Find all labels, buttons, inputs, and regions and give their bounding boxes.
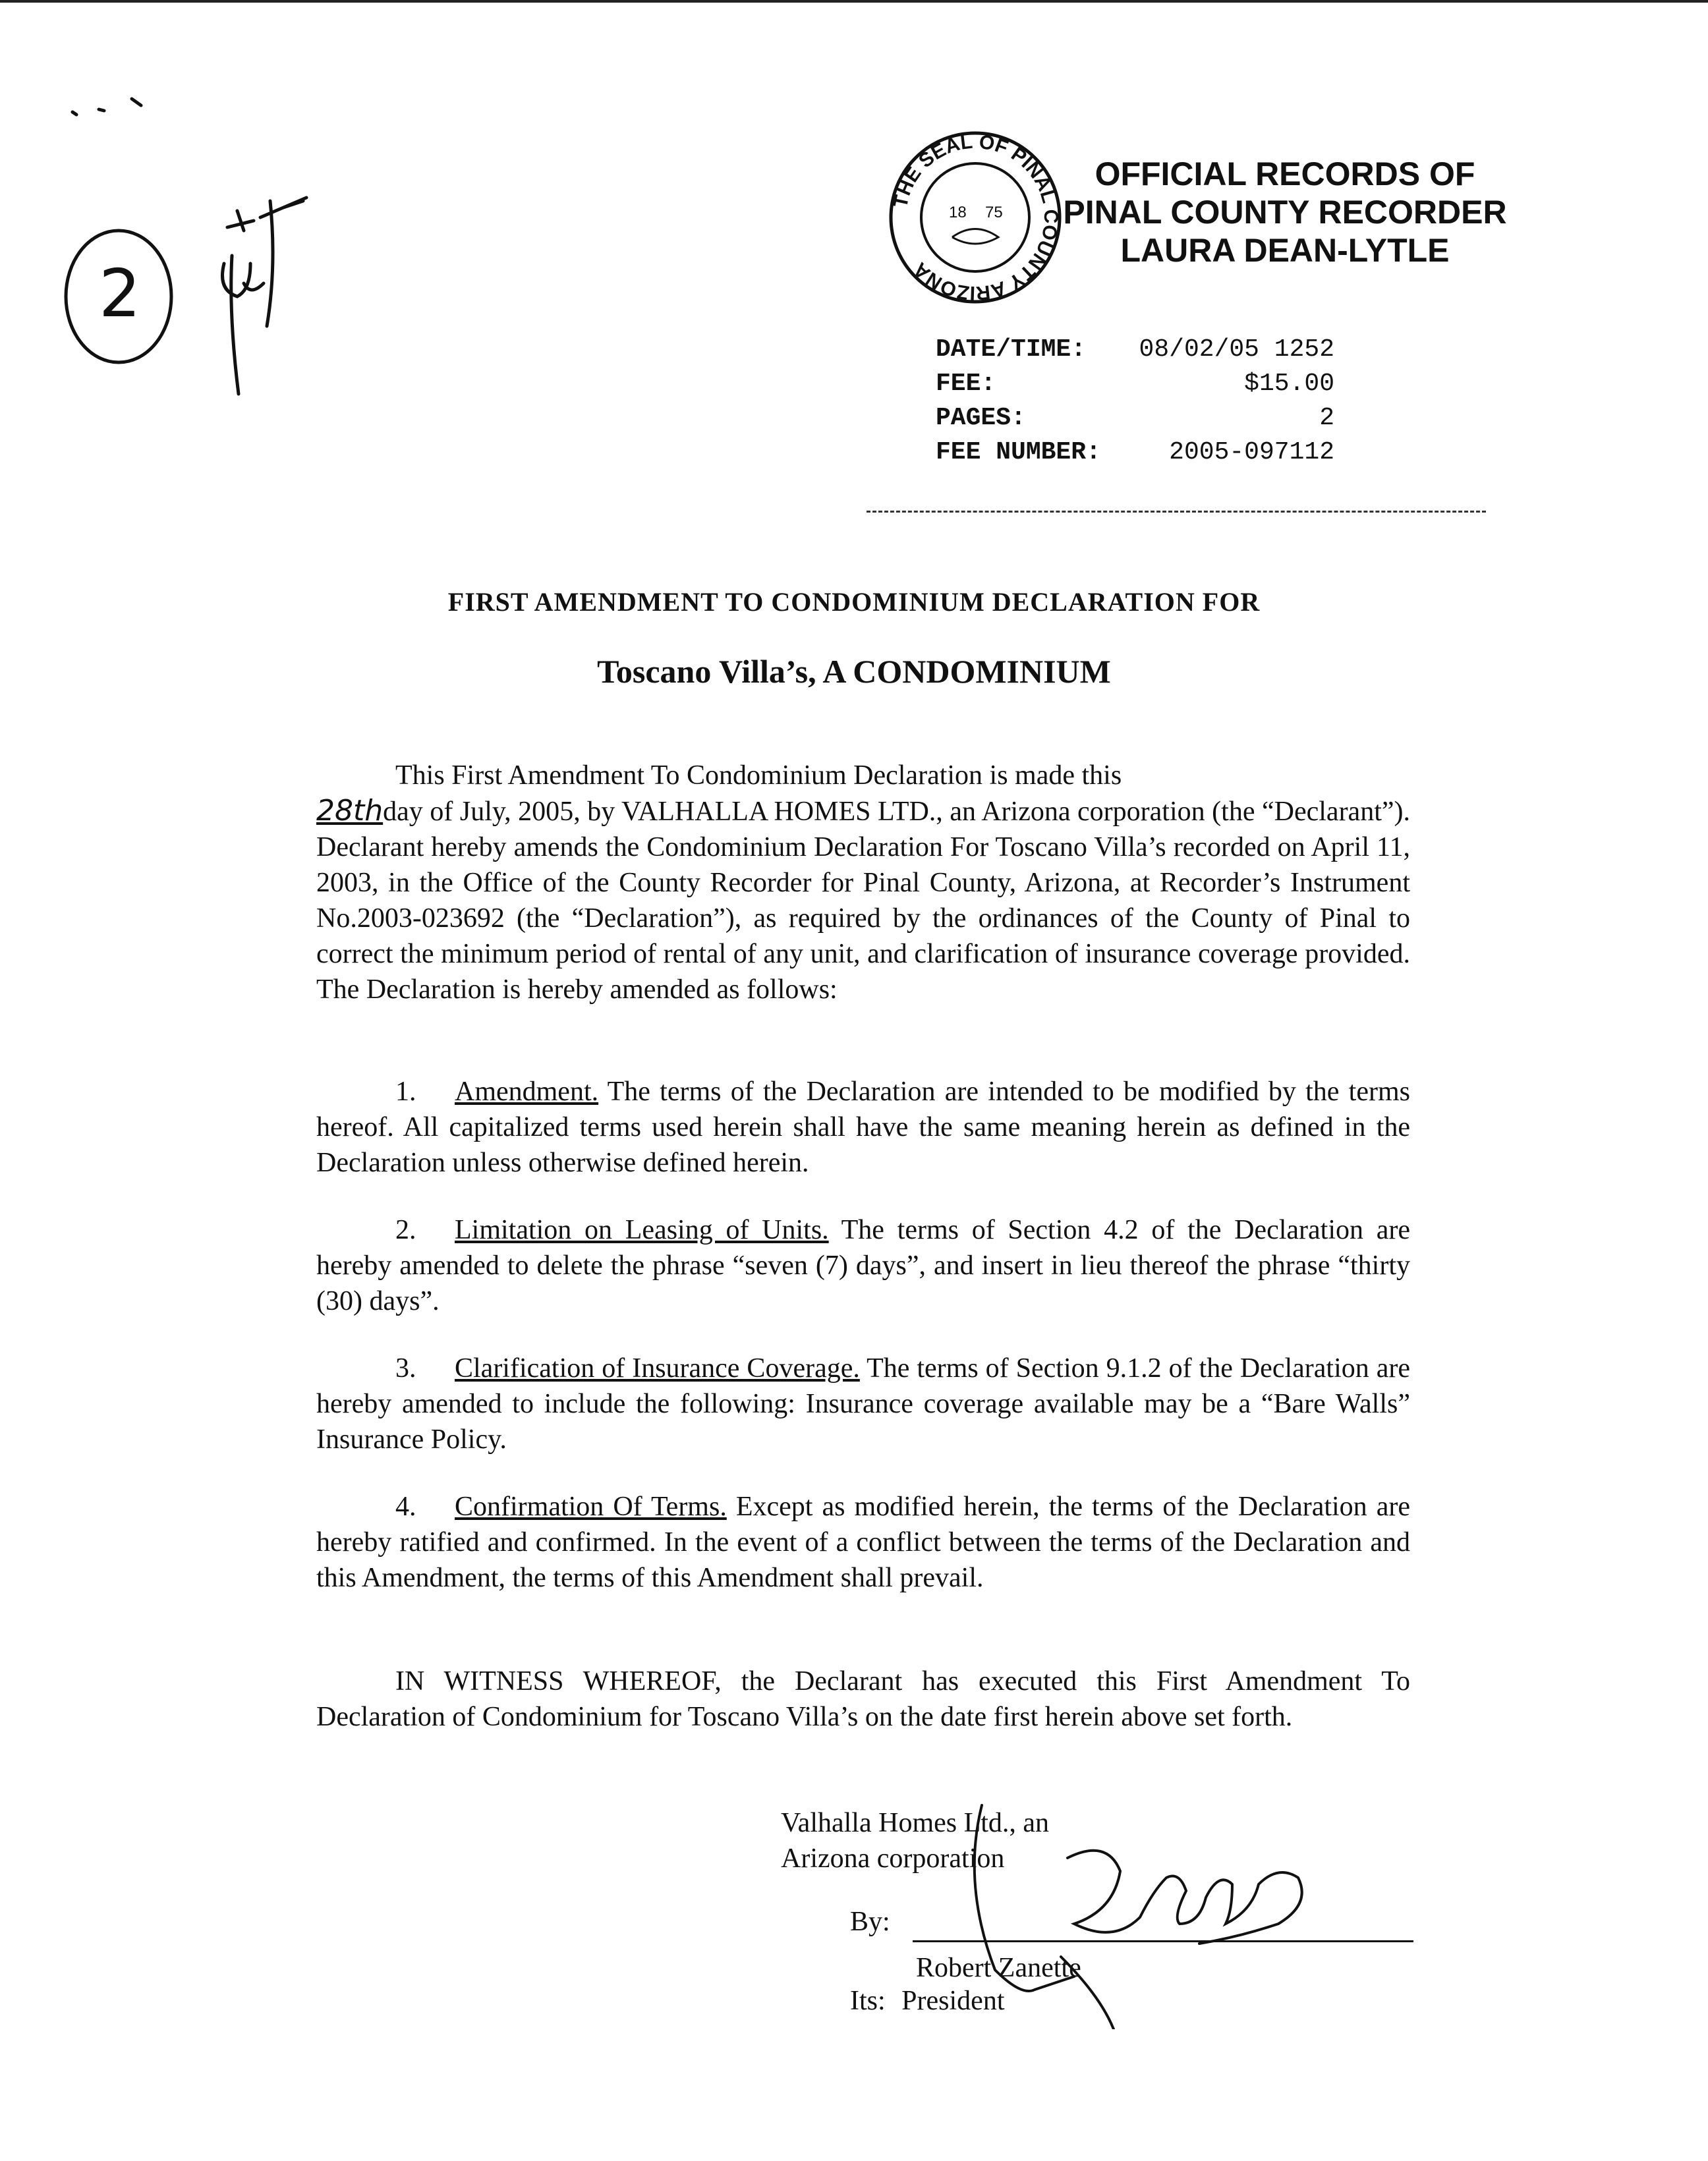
item-text: The terms of the Declaration are intended to be modified by the terms hereof. All capitalized terms used herein shall have the same meaning herein as defined in the Declaration unless otherwise defined herein.: [316, 1077, 1410, 1178]
its-label: Its:: [850, 1986, 886, 2016]
item-heading: Amendment.: [455, 1077, 599, 1107]
intro-paragraph: [316, 758, 1410, 1007]
list-item: [316, 1489, 1410, 1596]
list-item: [316, 1074, 1410, 1181]
handwritten-signature: [942, 1792, 1351, 2029]
item-number: 1.: [395, 1077, 416, 1107]
seal-ring-text: THE SEAL OF PINAL COUNTY ARIZONA: [890, 130, 1062, 304]
recording-label: PAGES:: [936, 404, 1026, 432]
seal-year-right: 75: [985, 204, 1003, 221]
list-item: [316, 1351, 1410, 1457]
witness-text: IN WITNESS WHEREOF, the Declarant has executed this First Amendment To Declaration of Condominium for Toscano Villa’s on the date first herein above set forth.: [316, 1666, 1410, 1732]
handwritten-circled-number: 2: [99, 255, 141, 332]
company-line1: Valhalla Homes Ltd., an: [781, 1808, 1050, 1838]
recorder-line2: PINAL COUNTY RECORDER: [1063, 194, 1507, 231]
recorder-line1: OFFICIAL RECORDS OF: [1095, 155, 1475, 192]
item-number: 2.: [395, 1215, 416, 1245]
by-label: By:: [850, 1907, 890, 1937]
item-number: 3.: [395, 1353, 416, 1384]
item-heading: Clarification of Insurance Coverage.: [455, 1353, 860, 1384]
separator-dashed: [867, 511, 1486, 513]
item-heading: Limitation on Leasing of Units.: [455, 1215, 829, 1245]
recording-value: $15.00: [1244, 370, 1334, 398]
intro-text-b: day of July, 2005, by VALHALLA HOMES LTD., an Arizona corporation (the “Declarant”). Declarant hereby amends the Condominium Declaration For Toscano Villa’s recorded on April 11, 2003, in the Office of the County Recorder for Pinal County, Arizona, at Recorder’s Instrument No.2003-023692 (the “Declaration”), as required by the ordinances of the County of Pinal to correct the minimum period of rental of any unit, and clarification of insurance coverage provided. The Declaration is hereby amended as follows:: [316, 797, 1410, 1005]
recording-value: 2005-097112: [1169, 438, 1334, 466]
item-text: The terms of Section 4.2 of the Declaration are hereby amended to delete the phrase “seven (7) days”, and insert in lieu thereof the phrase “thirty (30) days”.: [316, 1215, 1410, 1316]
handwritten-annotation: [59, 86, 428, 428]
recorder-header: [1054, 155, 1516, 269]
company-line2: Arizona corporation: [781, 1843, 1005, 1874]
document-subtitle: Toscano Villa’s, A CONDOMINIUM: [597, 653, 1111, 690]
recording-label: FEE NUMBER:: [936, 438, 1101, 466]
seal-year-left: 18: [949, 204, 967, 221]
recording-info: [936, 333, 1334, 470]
recording-row: [936, 367, 1334, 401]
top-scan-edge: [0, 0, 1708, 3]
county-seal-icon: [886, 128, 1064, 306]
handwritten-date-day: 28th: [316, 794, 384, 828]
recording-row: [936, 401, 1334, 435]
recording-label: DATE/TIME:: [936, 335, 1087, 364]
item-text: The terms of Section 9.1.2 of the Declaration are hereby amended to include the following: Insurance coverage available may be a “Bare Walls” Insurance Policy.: [316, 1353, 1410, 1455]
recording-row: [936, 435, 1334, 470]
list-item: [316, 1212, 1410, 1319]
recording-label: FEE:: [936, 370, 996, 398]
intro-text-a: This First Amendment To Condominium Declaration is made this: [395, 760, 1122, 791]
recording-value: 08/02/05 1252: [1139, 335, 1334, 364]
item-number: 4.: [395, 1492, 416, 1522]
witness-paragraph: [316, 1664, 1410, 1735]
recording-value: 2: [1319, 404, 1334, 432]
document-title: FIRST AMENDMENT TO CONDOMINIUM DECLARATION FOR: [447, 587, 1261, 617]
recorder-line3: LAURA DEAN-LYTLE: [1120, 232, 1450, 269]
item-text: Except as modified herein, the terms of the Declaration are hereby ratified and confirmed. In the event of a conflict between the terms of the Declaration and this Amendment, the terms of this Amendment shall prevail.: [316, 1492, 1410, 1593]
signer-name: Robert Zanette: [916, 1953, 1081, 1983]
recording-row: [936, 333, 1334, 367]
item-heading: Confirmation Of Terms.: [455, 1492, 727, 1522]
signer-title: President: [901, 1986, 1005, 2016]
